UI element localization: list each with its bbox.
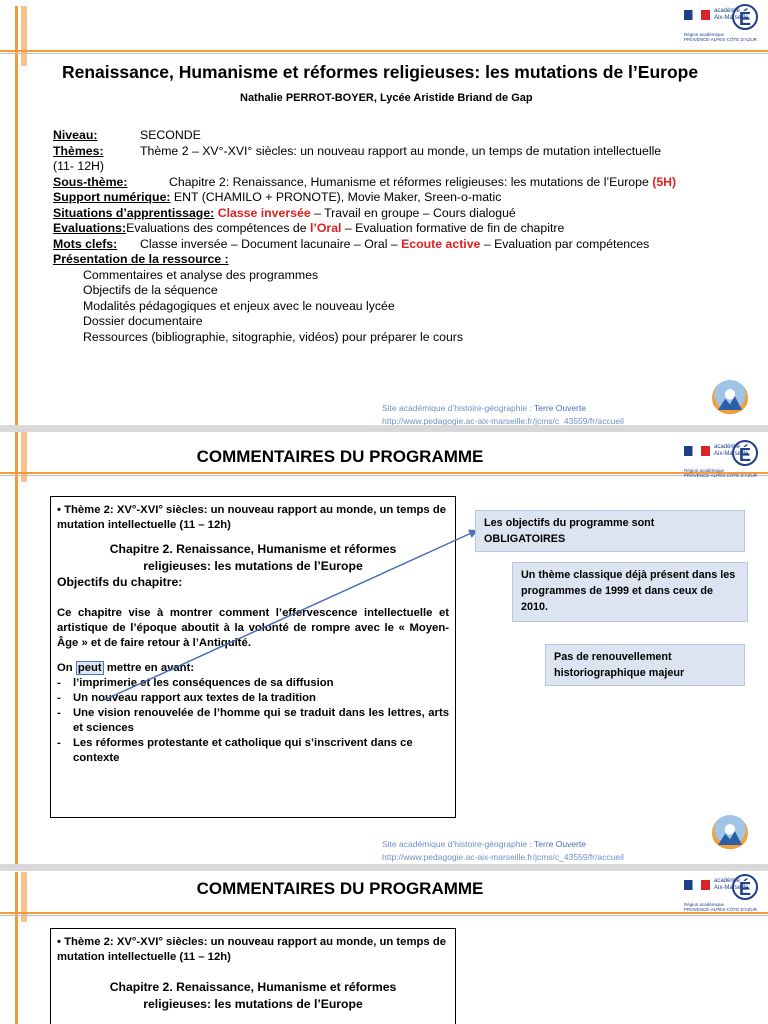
chapter-paragraph: Ce chapitre vise à montrer comment l’effervescence intellectuelle et artistique de l’époque aboutit à la volonté de rompre avec le « Moyen-Âge » et de faire retour à l’Antiquité. (57, 607, 449, 649)
situations-rest: – Travail en groupe – Cours dialogué (314, 205, 516, 220)
academie-logo (684, 4, 768, 48)
academie-e-icon: É (732, 874, 758, 900)
logo-academie-text: académie (714, 8, 741, 14)
slide-3 (0, 872, 768, 1024)
footer-site (382, 838, 624, 864)
page-title: Renaissance, Humanisme et réformes religieuses: les mutations de l’Europe (62, 62, 699, 82)
logo-academie-text: académie (714, 444, 741, 450)
chapter-title-line2: religieuses: les mutations de l’Europe (143, 559, 363, 573)
list-item: - Une vision renouvelée de l’homme qui se traduit dans les lettres, arts et sciences (73, 706, 449, 736)
list-item: - Un nouveau rapport aux textes de la tradition (73, 691, 449, 706)
soustheme-hours: (5H) (652, 174, 677, 189)
themes-label: Thèmes: (53, 143, 104, 158)
presentation-item: Modalités pédagogiques et enjeux avec le nouveau lycée (83, 298, 395, 313)
logo-academie-text: académie (714, 878, 741, 884)
slide-separator (0, 864, 768, 871)
slide-title: COMMENTAIRES DU PROGRAMME (196, 879, 484, 898)
orange-horizontal-line (0, 50, 768, 52)
logo-region-name: PROVENCE-ALPES-CÔTE D’AZUR (684, 473, 758, 478)
orange-horizontal-line (0, 912, 768, 914)
evaluations-highlight: l’Oral (310, 221, 342, 235)
support-label: Support numérique: (53, 190, 171, 204)
orange-vertical-line (15, 6, 18, 425)
note-theme-classique: Un thème classique déjà présent dans les programmes de 1999 et dans ceux de 2010. (512, 562, 748, 622)
terre-ouverte-globe-icon (712, 815, 748, 851)
presentation-item: Objectifs de la séquence (83, 283, 218, 297)
presentation-item: Ressources (bibliographie, sitographie, vidéos) pour préparer le cours (83, 329, 464, 344)
french-flag-icon (684, 10, 710, 20)
presentation-item: Dossier documentaire (83, 314, 203, 328)
logo-region-name: PROVENCE-ALPES-CÔTE D’AZUR (684, 37, 758, 42)
academie-e-icon: É (732, 440, 758, 466)
motsclefs-highlight: Ecoute active (401, 236, 481, 251)
program-content-box: • Thème 2: XV°-XVI° siècles: un nouveau rapport au monde, un temps de mutation intellectuelle (11 – 12h) Chapitre 2. Renaissance, Humanisme et réformes religieuses: les mutations de l’Europe Objectifs du chapitre: Ce chapitre vise à montrer comment l’effervescence intellectuelle et artistique de l’époque aboutit à la volonté de rompre avec le « Moyen-Âge » et de faire retour à l’Antiquité. On peut mettre en avant: - l’imprimerie et les conséquences de sa diffusion - Un nouveau rapport aux textes de la tradition - Une vision renouvelée de l’homme qui se traduit dans les lettres, arts et sciences - Les réformes protestante et catholique qui s’inscrivent dans ce contexte (50, 496, 456, 818)
slide-separator (0, 425, 768, 432)
evaluations-rest: – Evaluation formative de fin de chapitre (344, 221, 565, 235)
motsclefs-pre: Classe inversée – Document lacunaire – Oral – (140, 236, 398, 251)
terre-ouverte-globe-icon (712, 380, 748, 416)
chapter-title-line2: religieuses: les mutations de l’Europe (143, 997, 363, 1011)
logo-ville-text: Aix-Marseille (714, 885, 749, 891)
presentation-label: Présentation de la ressource : (53, 252, 229, 266)
situations-label: Situations d’apprentissage: (53, 205, 215, 220)
french-flag-icon (684, 880, 710, 890)
footer-url-link[interactable]: http://www.pedagogie.ac-aix-marseille.fr/jcms/c_43559/fr/accueil (382, 416, 624, 425)
logo-ville-text: Aix-Marseille (714, 15, 749, 21)
logo-region-text: Région académique (684, 902, 725, 907)
footer-url-link[interactable]: http://www.pedagogie.ac-aix-marseille.fr/jcms/c_43559/fr/accueil (382, 852, 624, 862)
note-historiographie: Pas de renouvellement historiographique majeur (545, 644, 745, 686)
motsclefs-label: Mots clefs: (53, 236, 118, 251)
theme-bullet: Thème 2: XV°-XVI° siècles: un nouveau rapport au monde, un temps de mutation intellectuelle (11 – 12h) (57, 504, 447, 531)
chapter-title-line1: Chapitre 2. Renaissance, Humanisme et réformes (109, 980, 397, 994)
logo-region-text: Région académique (684, 32, 725, 37)
niveau-label: Niveau: (53, 128, 98, 142)
themes-hours: (11- 12H) (53, 159, 105, 173)
logo-region-text: Région académique (684, 468, 725, 473)
author-line: Nathalie PERROT-BOYER, Lycée Aristide Briand de Gap (240, 92, 533, 104)
program-content-box: • Thème 2: XV°-XVI° siècles: un nouveau rapport au monde, un temps de mutation intellectuelle (11 – 12h) Chapitre 2. Renaissance, Humanisme et réformes religieuses: les mutations de l’Europe (50, 928, 456, 1024)
gray-horizontal-line (0, 53, 768, 54)
support-value: ENT (CHAMILO + PRONOTE), Movie Maker, Sreen-o-matic (173, 190, 502, 204)
mettre-text: mettre en avant: (106, 662, 195, 674)
academie-e-icon: É (732, 4, 758, 30)
soustheme-label: Sous-thème: (53, 174, 128, 189)
presentation-item: Commentaires et analyse des programmes (83, 267, 319, 282)
on-text: On (57, 662, 73, 674)
niveau-value: SECONDE (140, 128, 201, 142)
gray-horizontal-line (0, 915, 768, 916)
objectives-label: Objectifs du chapitre: (57, 575, 183, 589)
footer-site (382, 402, 624, 425)
themes-value: Thème 2 – XV°-XVI° siècles: un nouveau rapport au monde, un temps de mutation intellectuelle (140, 143, 662, 158)
academie-logo (684, 874, 768, 918)
chapter-title-line1: Chapitre 2. Renaissance, Humanisme et réformes (109, 542, 397, 556)
peut-highlight: peut (77, 662, 102, 674)
situations-highlight: Classe inversée (217, 205, 311, 220)
footer-site-label: Site académique d’histoire-géographie : (382, 839, 532, 849)
slide-1 (0, 0, 768, 425)
soustheme-value: Chapitre 2: Renaissance, Humanisme et réformes religieuses: les mutations de l’Europe (169, 174, 649, 189)
list-item: - l’imprimerie et les conséquences de sa diffusion (73, 676, 449, 691)
evaluations-pre: Evaluations des compétences de (126, 221, 307, 235)
resource-details (53, 128, 763, 345)
list-item: - Les réformes protestante et catholique qui s’inscrivent dans ce contexte (73, 736, 449, 766)
footer-site-label: Site académique d’histoire-géographie : (382, 403, 532, 413)
theme-bullet: Thème 2: XV°-XVI° siècles: un nouveau rapport au monde, un temps de mutation intellectuelle (11 – 12h) (57, 936, 447, 963)
orange-vertical-accent (21, 6, 27, 66)
slide-2 (0, 432, 768, 864)
motsclefs-rest: – Evaluation par compétences (483, 236, 650, 251)
logo-ville-text: Aix-Marseille (714, 451, 749, 457)
note-obligatoires: Les objectifs du programme sont OBLIGATOIRES (475, 510, 745, 552)
footer-site-name: Terre Ouverte (534, 403, 586, 413)
footer-site-name: Terre Ouverte (534, 839, 586, 849)
evaluations-label: Evaluations: (53, 221, 127, 235)
logo-region-name: PROVENCE-ALPES-CÔTE D’AZUR (684, 907, 758, 912)
slide-title: COMMENTAIRES DU PROGRAMME (196, 447, 484, 466)
